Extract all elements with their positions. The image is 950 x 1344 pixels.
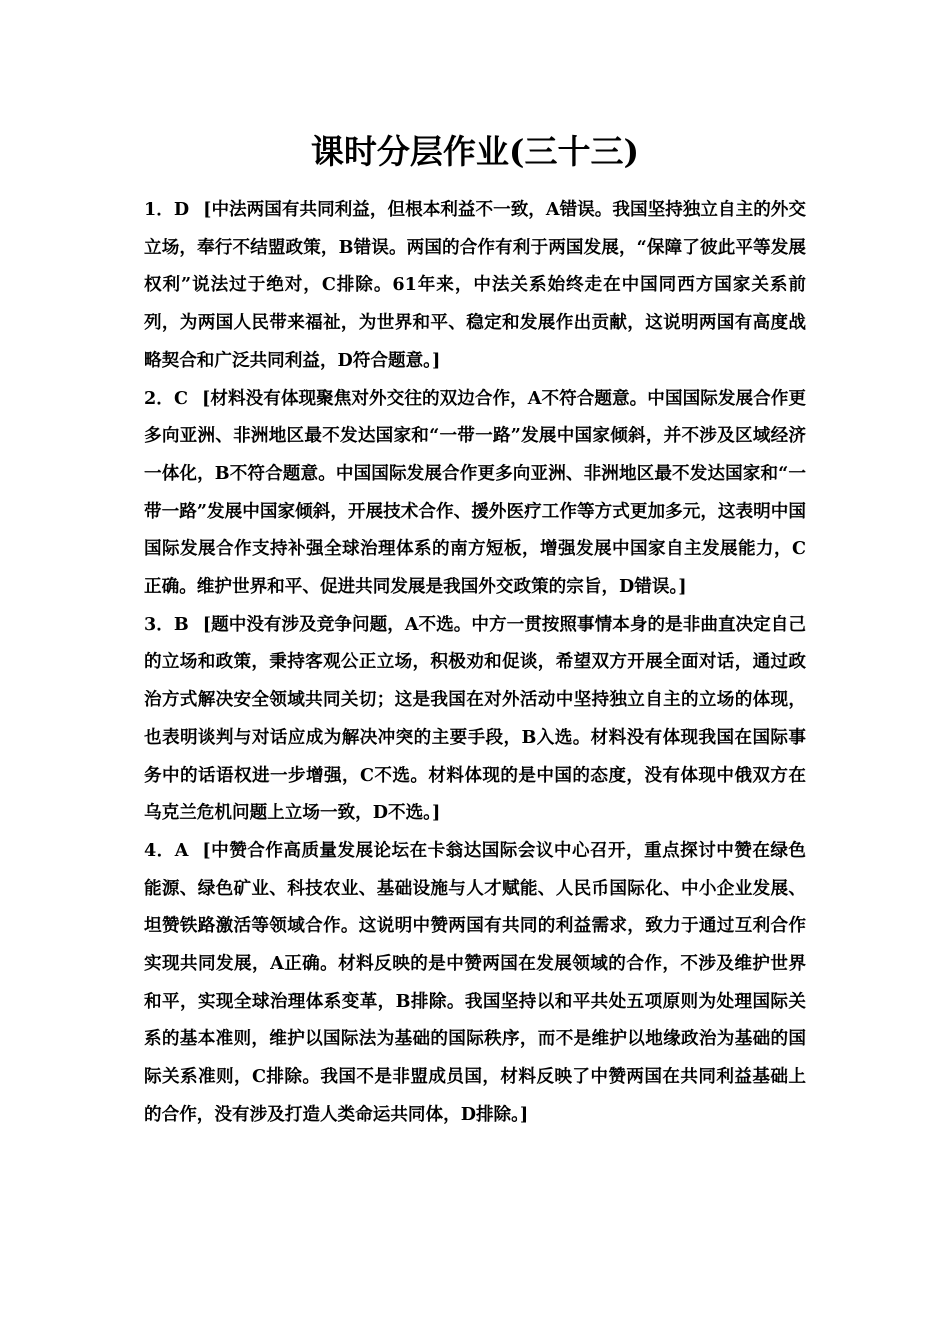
answer-item-1 [144, 191, 806, 380]
answer-number: 2． [144, 387, 174, 409]
answer-list [144, 191, 806, 1134]
answer-number: 1． [144, 199, 174, 220]
answer-number: 4． [144, 839, 175, 861]
answer-item-4 [144, 832, 806, 1134]
answer-letter: C [173, 387, 188, 409]
page-title: 课时分层作业(三十三) [310, 132, 640, 171]
answer-item-2 [144, 380, 806, 606]
answer-number: 3． [144, 613, 174, 635]
answer-explanation: [中法两国有共同利益，但根本利益不一致，A错误。我国坚持独立自主的外交立场，奉行不结盟政策，B错误。两国的合作有利于两国发展，“保障了彼此平等发展权利”说法过于绝对，C排除。61年来，中法关系始终走在中国同西方国家关系前列，为两国人民带来福祉，为世界和平、稳定和发展作出贡献，这说明两国有高度战略契合和广泛共同利益，D符合题意。] [144, 199, 806, 371]
answer-explanation: [材料没有体现聚焦对外交往的双边合作，A不符合题意。中国国际发展合作更多向亚洲、非洲地区最不发达国家和“一带一路”发展中国家倾斜，并不涉及区域经济一体化，B不符合题意。中国国际发展合作更多向亚洲、非洲地区最不发达国家和“一带一路”发展中国家倾斜，开展技术合作、援外医疗工作等方式更加多元，这表明中国国际发展合作支持补强全球治理体系的南方短板，增强发展中国家自主发展能力，C正确。维护世界和平、促进共同发展是我国外交政策的宗旨，D错误。] [144, 387, 807, 598]
answer-letter: B [173, 613, 189, 635]
answer-letter: A [174, 839, 189, 861]
answer-explanation: [中赞合作高质量发展论坛在卡翁达国际会议中心召开，重点探讨中赞在绿色能源、绿色矿业、科技农业、基础设施与人才赋能、人民币国际化、中小企业发展、坦赞铁路激活等领域合作。这说明中赞两国有共同的利益需求，致力于通过互利合作实现共同发展，A正确。材料反映的是中赞两国在发展领域的合作，不涉及维护世界和平，实现全球治理体系变革，B排除。我国坚持以和平共处五项原则为处理国际关系的基本准则，维护以国际法为基础的国际秩序，而不是维护以地缘政治为基础的国际关系准则，C排除。我国不是非盟成员国，材料反映了中赞两国在共同利益基础上的合作，没有涉及打造人类命运共同体，D排除。] [144, 839, 807, 1125]
answer-explanation: [题中没有涉及竞争问题，A不选。中方一贯按照事情本身的是非曲直决定自己的立场和政策，秉持客观公正立场，积极劝和促谈，希望双方开展全面对话，通过政治方式解决安全领域共同关切；这是我国在对外活动中坚持独立自主的立场的体现，也表明谈判与对话应成为解决冲突的主要手段，B入选。材料没有体现我国在国际事务中的话语权进一步增强，C不选。材料体现的是中国的态度，没有体现中俄双方在乌克兰危机问题上立场一致，D不选。] [144, 613, 806, 824]
answer-letter: D [173, 199, 190, 220]
answer-item-3 [144, 606, 806, 832]
